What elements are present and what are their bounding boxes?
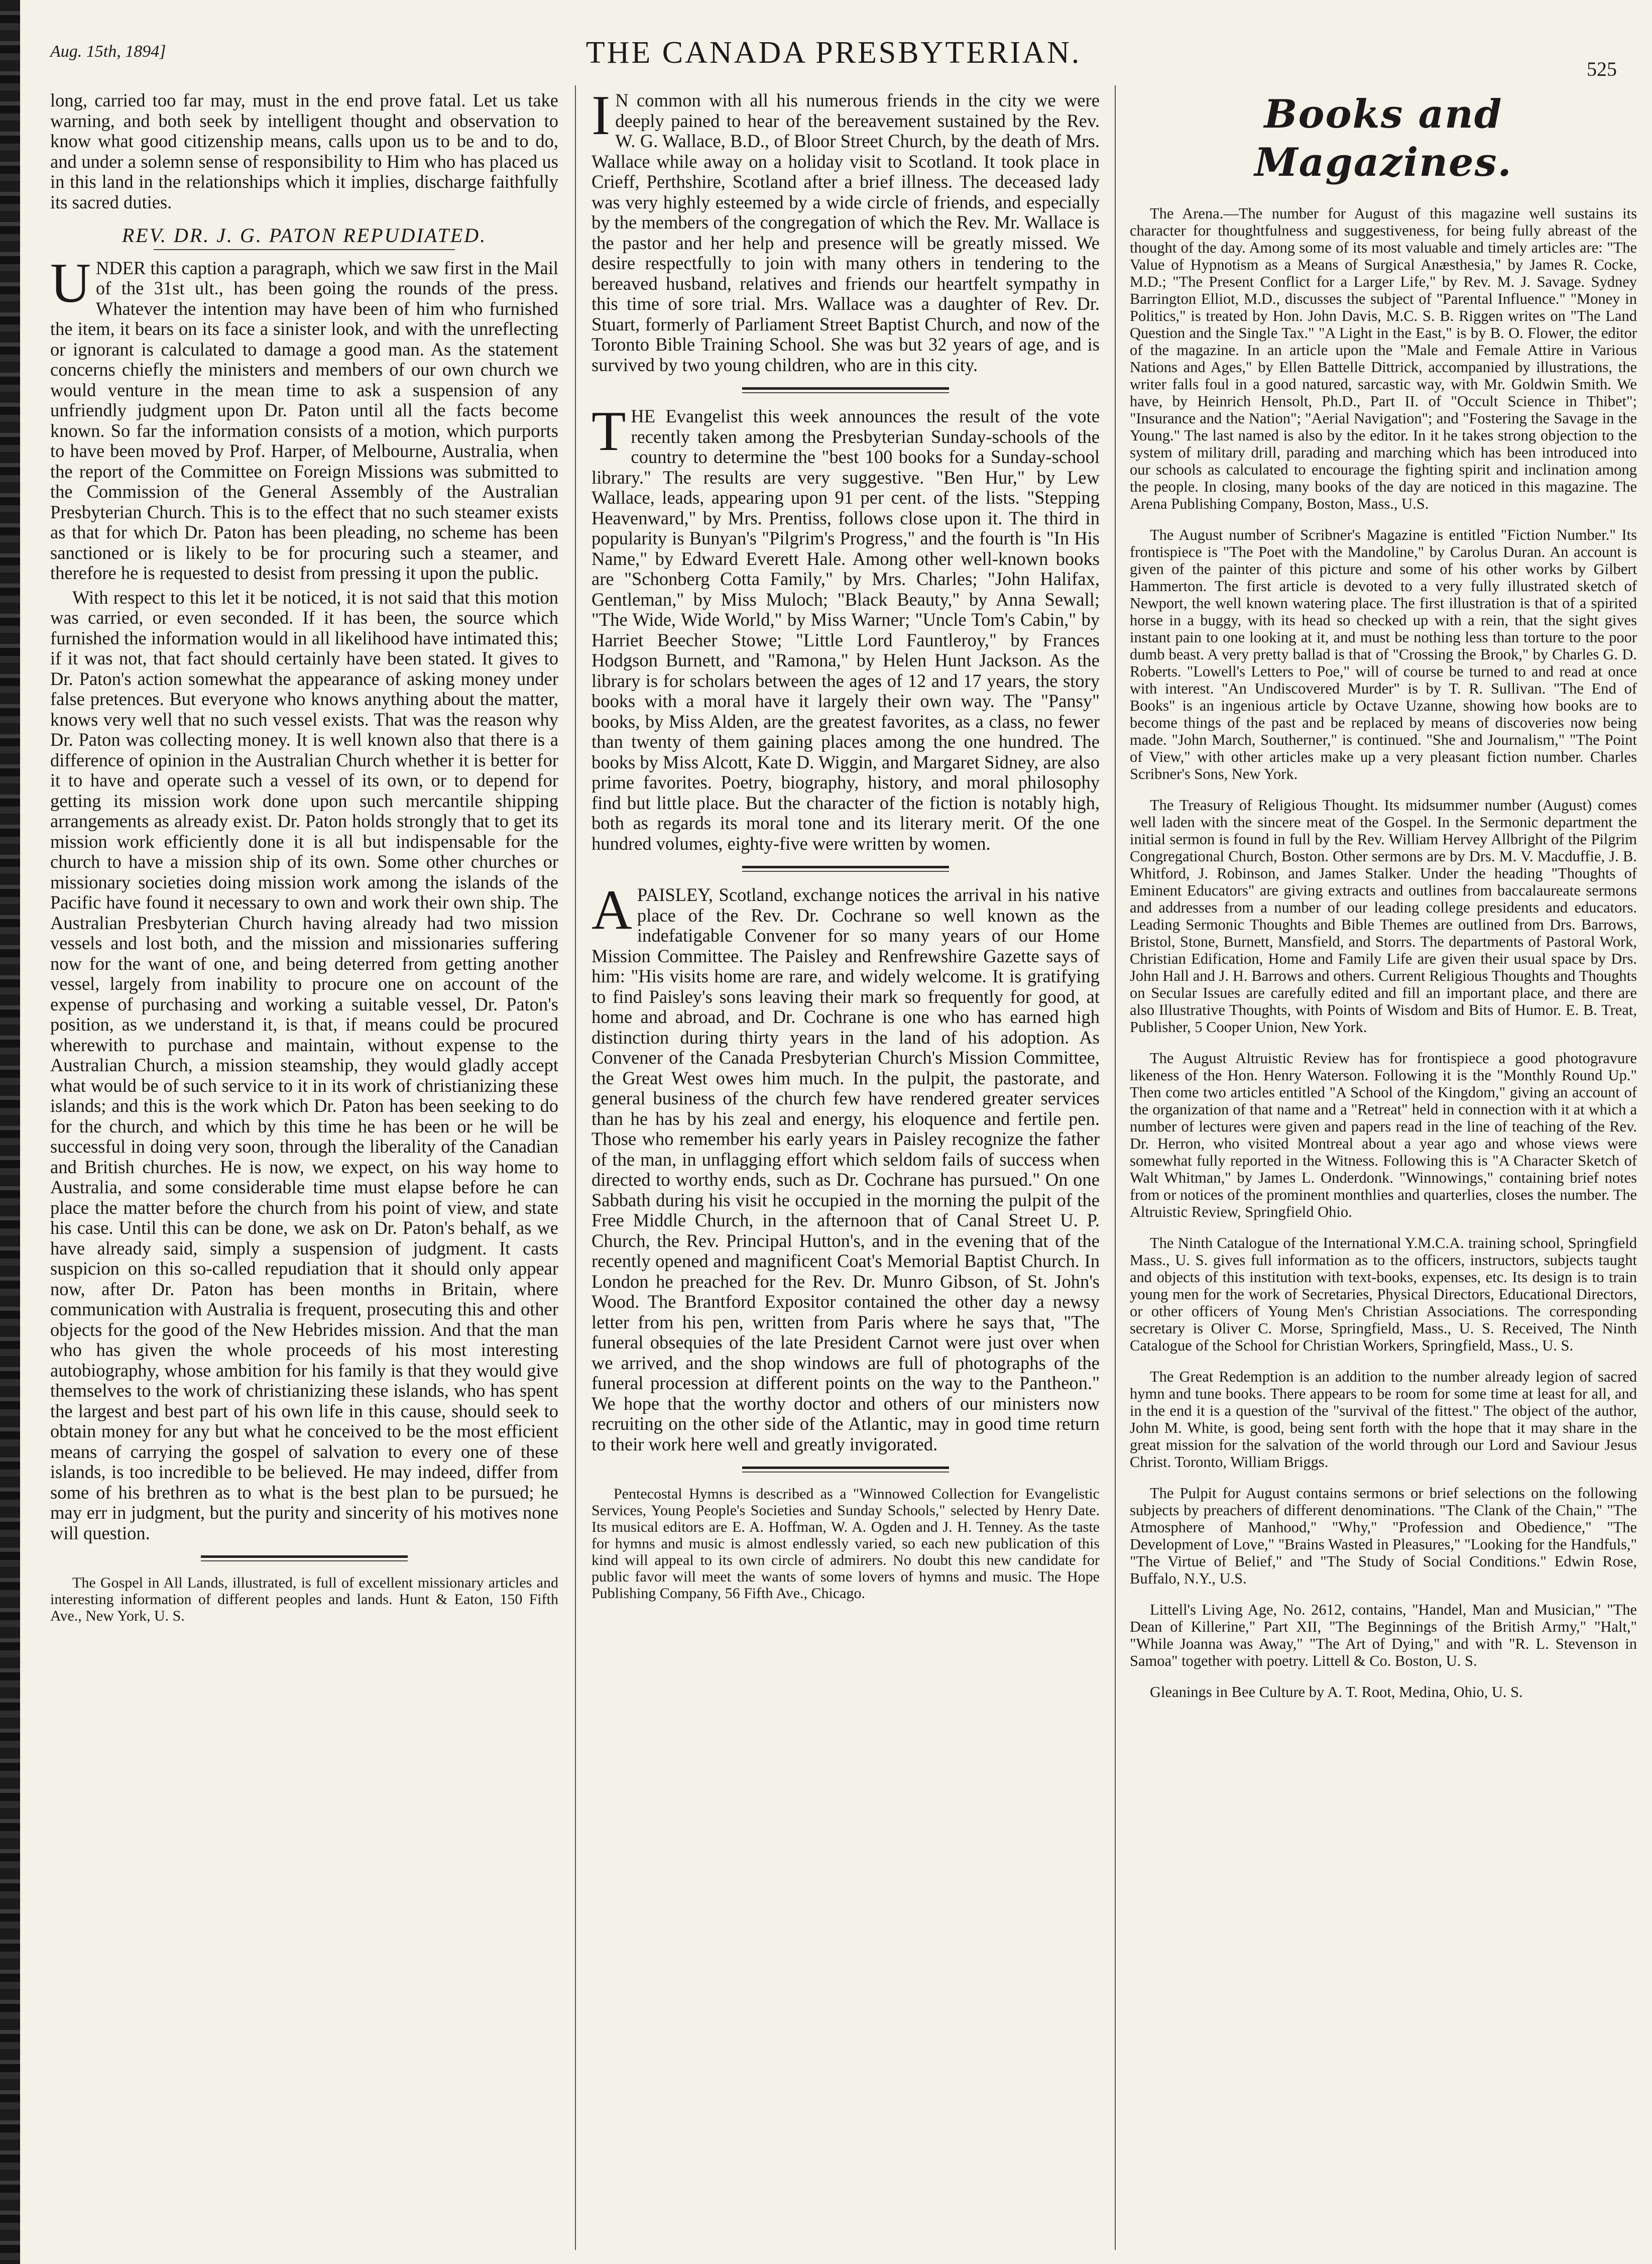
- pentecostal-hymns-note: Pentecostal Hymns is described as a "Winnowed Collection for Evangelistic Services, Young People's Societies and Sunday Schools," selected by Henry Date. Its musical editors are E. A. Hoffman, W. A. Ogden and J. H. Tenney. As the taste for hymns and music is almost endlessly varied, so each new publication of this kind will appeal to its own circle of admirers. No doubt this new candidate for public favor will meet the wants of some lovers of hymns and music. The Hope Publishing Company, 56 Fifth Ave., Chicago.: [592, 1486, 1100, 1602]
- title-underline: [154, 249, 455, 250]
- double-rule-separator: [592, 863, 1100, 875]
- paton-paragraph-2: With respect to this let it be noticed, it is not said that this motion was carried, or even seconded. If it has been, the source which furnished the information would in all likelihood have intimated this; if it was not, that fact should certainly have been stated. It gives to Dr. Paton's action somewhat the appearance of asking money under false pretences. But everyone who knows anything about the matter, knows very well that no such vessel exists. That was the reason why Dr. Paton was collecting money. It is well known also that there is a difference of opinion in the Australian Church whether it is better for it to have and operate such a vessel of its own, or to depend for getting its mission work done upon such mercantile shipping arrangements as already exist. Dr. Paton holds strongly that to get its mission work efficiently done it is all but indispensable for the church to have a mission ship of its own. Some other churches or missionary societies doing mission work among the islands of the Pacific have found it necessary to own and work their own ship. The Australian Presbyterian Church having already had two mission vessels and lost both, and the mission and missionaries suffering now for the want of one, and being deterred from getting another vessel, largely from inability to procure one on account of the expense of purchasing and working a suitable vessel, Dr. Paton's position, as we understand it, is that, if means could be procured wherewith to purchase and maintain, without expense to the Australian Church, a mission steamship, they would gladly accept what would be of such service to it in its work of christianizing these islands; and this is the work which Dr. Paton has been seeking to do for the church, and which by this time he has been or he will be successful in doing very soon, through the liberality of the Canadian and British churches. He is now, we expect, on his way home to Australia, and some considerable time must elapse before he can place the matter before the church from his point of view, and state his case. Until this can be done, we ask on Dr. Paton's behalf, as we have already said, simply a suspension of judgment. It casts suspicion on this so-called repudiation that it should only appear now, after Dr. Paton has been months in Britain, where communication with Australia is frequent, prosecuting this and other objects for the good of the New Hebrides mission. And that the man who has given the whole proceeds of his most interesting autobiography, whose ambition for his family is that they would give themselves to the work of christianizing these islands, who has spent the largest and best part of his own life in this cause, should seek to obtain money for any but what he conceived to be the most efficient means of carrying the gospel of salvation to every one of these islands, is too incredible to be believed. He may indeed, differ from some of his brethren as to what is the best plan to be pursued; he may err in judgment, but the purity and sincerity of his motives none will question.: [50, 587, 558, 1543]
- column-rule-left: [575, 85, 576, 2250]
- wallace-paragraph: [592, 90, 1100, 375]
- drop-cap: T: [592, 400, 626, 463]
- newspaper-title: THE CANADA PRESBYTERIAN.: [585, 36, 1082, 70]
- section-title-text: REV. DR. J. G. PATON REPUDIATED.: [122, 224, 487, 247]
- evangelist-paragraph: [592, 400, 1100, 854]
- review-item: The Treasury of Religious Thought. Its midsummer number (August) comes well laden with the sincere meat of the Gospel. In the Sermonic department the initial sermon is found in full by the Rev. William Hervey Allbright of the Pilgrim Congregational Church, Boston. Other sermons are by Drs. M. V. Macduffie, J. B. Whitford, J. Robinson, and James Stalker. Under the heading "Thoughts of Eminent Educators" are giving extracts and outlines from baccalaureate sermons and addresses from a number of our leading college presidents and educators. Leading Sermonic Thoughts and Bible Themes are outlined from Drs. Barrows, Bristol, Stone, Burnett, Mansfield, and Storrs. The departments of Pastoral Work, Christian Edification, Home and Family Life are given their usual space by Drs. John Hall and J. H. Barrows and others. Current Religious Thoughts and Thoughts on Secular Issues are carefully edited and fill an important place, and there are also Illustrative Thoughts, with Points of Wisdom and Bits of Humor. E. B. Treat, Publisher, 5 Cooper Union, New York.: [1130, 797, 1637, 1036]
- review-item: Littell's Living Age, No. 2612, contains, "Handel, Man and Musician," "The Dean of Killerine," Part XII, "The Beginnings of the British Army," "Halt," "While Joanna was Away," "The Art of Dying," and with "R. L. Stevenson in Samoa" together with poetry. Littell & Co. Boston, U. S.: [1130, 1601, 1637, 1669]
- review-item: The Arena.—The number for August of this magazine well sustains its character for thoughtfulness and suggestiveness, for being fully abreast of the thought of the day. Among some of its most valuable and timely articles are: "The Value of Hypnotism as a Means of Surgical Anæsthesia," by James R. Cocke, M.D.; "The Present Conflict for a Larger Life," by Rev. M. J. Savage. Sydney Barrington Elliot, M.D., discusses the subject of "Parental Influence." "Money in Politics," is treated by Hon. John Davis, M.C. S. B. Riggen writes on "The Land Question and the Single Tax." "A Light in the East," is by B. O. Flower, the editor of the magazine. In an article upon the "Male and Female Attire in Various Nations and Ages," by Ellen Battelle Dittrick, accompanied by illustrations, the writer falls foul in a good natured, sarcastic way, with Mr. Goldwin Smith. We have, by Heinrich Hensolt, Ph.D., Part II. of "Occult Science in Thibet"; "Insurance and the Nation"; "Aerial Navigation"; and "Fostering the Savage in the Young." The last named is also by the editor. In it he takes strong objection to the system of military drill, parading and marching which has been introduced into our schools as calculated to encourage the fighting spirit and inclination among the people. In closing, many books of the day are noticed in this magazine. The Arena Publishing Company, Boston, Mass., U.S.: [1130, 205, 1637, 512]
- books-and-magazines-heading: Books and Magazines.: [1254, 91, 1512, 185]
- column-middle: [592, 90, 1100, 2245]
- evangelist-paragraph-text: HE Evangelist this week announces the result of the vote recently taken among the Presbyterian Sunday-schools of the country to determine the "best 100 books for a Sunday-school library." The results are very suggestive. "Ben Hur," by Lew Wallace, leads, appearing upon 91 per cent. of the lists. "Stepping Heavenward," by Mrs. Prentiss, follows close upon it. The third in popularity is Bunyan's "Pilgrim's Progress," and the fourth is "In His Name," by Edward Everett Hale. Among other well-known books are "Schonberg Cotta Family," by Mrs. Charles; "John Halifax, Gentleman," by Miss Muloch; "Black Beauty," by Anna Sewall; "The Wide, Wide World," by Miss Warner; "Uncle Tom's Cabin," by Harriet Beecher Stowe; "Little Lord Fauntleroy," by Frances Hodgson Burnett, and "Ramona," by Helen Hunt Jackson. As the library is for scholars between the ages of 12 and 17 years, the story books with a moral have it largely their own way. The "Pansy" books, by Miss Alden, are the greatest favorites, as a class, no fewer than twenty of them gaining places among the one hundred. The books by Miss Alcott, Kate D. Wiggin, and Margaret Sidney, are also prime favorites. Poetry, biography, history, and moral philosophy find but little place. But the character of the fiction is notably high, both as regards its moral tone and its literary merit. Of the one hundred volumes, eighty-five were written by women.: [592, 406, 1100, 854]
- gospel-in-all-lands-note: The Gospel in All Lands, illustrated, is full of excellent missionary articles and interesting information of different peoples and lands. Hunt & Eaton, 150 Fifth Ave., New York, U. S.: [50, 1574, 558, 1624]
- section-title: [50, 225, 558, 250]
- review-item: The Great Redemption is an addition to the number already legion of sacred hymn and tune books. There appears to be room for some time at least for all, and in the end it is a question of the "survival of the fittest." The object of the author, John M. White, is good, being sent forth with the hope that it may share in the great mission for the salvation of the world through our Lord and Saviour Jesus Christ. Toronto, William Briggs.: [1130, 1368, 1637, 1470]
- review-item: The August number of Scribner's Magazine is entitled "Fiction Number." Its frontispiece is "The Poet with the Mandoline," by Carolus Duran. An account is given of the painter of this picture and some of his other works by Gilbert Hammerton. The first article is devoted to a very fully illustrated sketch of Newport, the well known watering place. The first illustration is that of a spirited horse in a buggy, with its head so checked up with a rein, that the sight gives instant pain to one looking at it, and must be nothing less than torture to the poor dumb beast. A very pretty ballad is that of "Crossing the Brook," by Charles G. D. Roberts. "Lowell's Letters to Poe," will of course be turned to and read at once with interest. "An Undiscovered Murder" is by T. R. Sullivan. "The End of Books" is an ingenious article by Octave Uzanne, showing how books are to become things of the past and be replaced by means of discoveries now being made. "John March, Southerner," is continued. "She and Journalism," "The Point of View," with other articles make up a very pleasant fiction number. Charles Scribner's Sons, New York.: [1130, 526, 1637, 782]
- issue-date: Aug. 15th, 1894]: [50, 42, 166, 61]
- page-number: 525: [1587, 58, 1617, 80]
- review-item: The August Altruistic Review has for frontispiece a good photogravure likeness of the Hon. Henry Waterson. Following it is the "Monthly Round Up." Then come two articles entitled "A School of the Kingdom," giving an account of the organization of that name and a "Retreat" held in connection with it at which a number of lectures were given and papers read in the line of teaching of the Rev. Dr. Herron, who visited Montreal about a year ago and whose views were somewhat fully reported in the Witness. Following this is "A Character Sketch of Walt Whitman," by James L. Onderdonk. "Winnowings," containing brief notes from or notices of the prominent monthlies and quarterlies, closes the number. The Altruistic Review, Springfield Ohio.: [1130, 1050, 1637, 1220]
- column-left: [50, 90, 558, 2245]
- wallace-paragraph-text: N common with all his numerous friends in the city we were deeply pained to hear of the bereavement sustained by the Rev. W. G. Wallace, B.D., of Bloor Street Church, by the death of Mrs. Wallace while away on a holiday visit to Scotland. It took place in Crieff, Perthshire, Scotland after a brief illness. The deceased lady was very highly esteemed by a wide circle of friends, and especially by the members of the congregation of which the Rev. Mr. Wallace is the pastor and her help and presence will be greatly missed. We desire respectfully to join with many others in tendering to the bereaved husband, relatives and friends our heartfelt sympathy in this time of sore trial. Mrs. Wallace was a daughter of Rev. Dr. Stuart, formerly of Parliament Street Baptist Church, and now of the Toronto Bible Training School. She was but 32 years of age, and is survived by two young children, who are in this city.: [592, 90, 1100, 375]
- page-header: [50, 35, 1617, 80]
- drop-cap: U: [50, 252, 91, 314]
- column-rule-right: [1115, 85, 1116, 2250]
- paton-paragraph-1-text: NDER this caption a paragraph, which we saw first in the Mail of the 31st ult., has been going the rounds of the press. Whatever the intention may have been of him who furnished the item, it bears on its face a sinister look, and with the unreflecting or ignorant is calculated to damage a good man. As the statement concerns chiefly the ministers and members of our own church we would venture in the mean time to ask a suspension of any unfriendly judgment upon Dr. Paton until all the facts become known. So far the information consists of a motion, which purports to have been moved by Prof. Harper, of Melbourne, Australia, when the report of the Committee on Foreign Missions was submitted to the Commission of the General Assembly of the Australian Presbyterian Church. This is to the effect that no such steamer exists as that for which Dr. Paton has been pleading, no scheme has been sanctioned or is likely to be for procuring such a steamer, and therefore he is requested to desist from pressing it upon the public.: [50, 257, 558, 583]
- review-item: The Pulpit for August contains sermons or brief selections on the following subjects by preachers of different denominations. "The Clank of the Chain," "The Atmosphere of Manhood," "Why," "Profession and Obedience," "The Development of Love," "Brains Wasted in Pleasures," "Looking for the Handfuls," "The Virtue of Belief," and "The Study of Social Conditions." Edwin Rose, Buffalo, N.Y., U.S.: [1130, 1485, 1637, 1587]
- double-rule-separator: [50, 1552, 558, 1564]
- drop-cap: I: [592, 90, 611, 147]
- drop-cap: A: [592, 879, 632, 941]
- double-rule-separator: [592, 1463, 1100, 1476]
- paton-paragraph-1: [50, 252, 558, 584]
- review-item: Gleanings in Bee Culture by A. T. Root, Medina, Ohio, U. S.: [1150, 1683, 1523, 1701]
- paisley-paragraph-text: PAISLEY, Scotland, exchange notices the arrival in his native place of the Rev. Dr. Cochrane so well known as the indefatigable Convener for so many years of our Home Mission Committee. The Paisley and Renfrewshire Gazette says of him: "His visits home are rare, and widely welcome. It is gratifying to find Paisley's sons leaving their mark so frequently for good, at home and abroad, and Dr. Cochrane is one who has earned high distinction during thirty years in the land of his adoption. As Convener of the Canada Presbyterian Church's Mission Committee, the Great West owes him much. In the pulpit, the pastorate, and general business of the church few have rendered greater services than he has by his zeal and energy, his eloquence and fertile pen. Those who remember his early years in Paisley recognize the father of the man, in unflagging effort which seldom fails of success when directed to worthy ends, such as Dr. Cochrane has pursued." On one Sabbath during his visit he occupied in the morning the pulpit of the Free Middle Church, in the afternoon that of Canal Street U. P. Church, the Rev. Principal Hutton's, and in the evening that of the recently opened and magnificent Coat's Memorial Baptist Church. In London he preached for the Rev. Dr. Munro Gibson, of St. John's Wood. The Brantford Expositor contained the other day a newsy letter from his pen, written from Paris where he says that, "The funeral obsequies of the late President Carnot were just over when we arrived, and the shop windows are full of photographs of the funeral procession at different points on the way to the Pantheon." We hope that the worthy doctor and others of our ministers now recruiting on the other side of the Atlantic, may in good time return to their work here well and greatly invigorated.: [592, 884, 1100, 1454]
- double-rule-separator: [592, 384, 1100, 396]
- article-continuation: long, carried too far may, must in the end prove fatal. Let us take warning, and both seek by intelligent thought and observation to know what good citizenship means, calls upon us to be and to do, and under a solemn sense of responsibility to Him who has placed us in this land in the relationships which it implies, discharge faithfully its sacred duties.: [50, 90, 558, 212]
- column-right: [1130, 90, 1637, 2245]
- paisley-paragraph: [592, 879, 1100, 1454]
- review-item: The Ninth Catalogue of the International Y.M.C.A. training school, Springfield Mass., U. S. gives full information as to the officers, instructors, subjects taught and objects of this institution with text-books, expenses, etc. Its design is to train young men for the work of Secretaries, Physical Directors, Educational Directors, or other officers of Young Men's Christian Associations. The corresponding secretary is Oliver C. Morse, Springfield, Mass., U. S. Received, The Ninth Catalogue of the School for Christian Workers, Springfield, Mass., U. S.: [1130, 1234, 1637, 1354]
- page-binding-edge: [0, 0, 20, 2264]
